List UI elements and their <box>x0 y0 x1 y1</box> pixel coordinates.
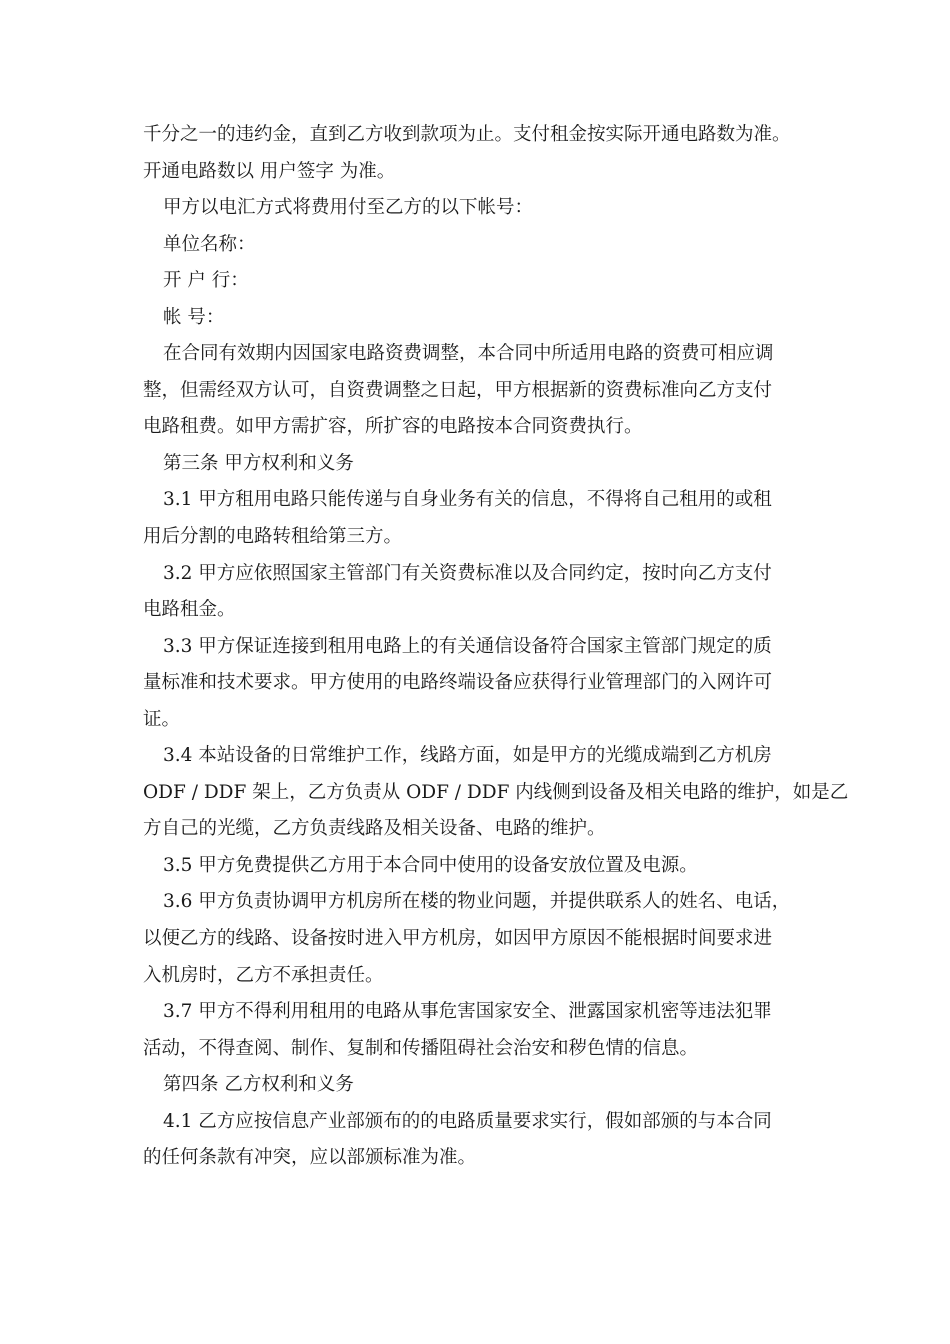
text-line: 活动，不得查阅、制作、复制和传播阻碍社会治安和秽色情的信息。 <box>143 1037 699 1059</box>
section-heading: 第三条 甲方权利和义务 <box>163 452 354 474</box>
text-line: 3.6 甲方负责协调甲方机房所在楼的物业问题，并提供联系人的姓名、电话， <box>163 891 791 913</box>
text-line: 证。 <box>143 708 181 730</box>
text-line: 3.4 本站设备的日常维护工作，线路方面，如是甲方的光缆成端到乙方机房 <box>163 745 772 767</box>
text-line: 甲方以电汇方式将费用付至乙方的以下帐号： <box>163 197 534 219</box>
text-line: 用后分割的电路转租给第三方。 <box>143 526 403 548</box>
text-line: 3.2 甲方应依照国家主管部门有关资费标准以及合同约定，按时向乙方支付 <box>163 562 772 584</box>
text-line: 方自己的光缆，乙方负责线路及相关设备、电路的维护。 <box>143 818 606 840</box>
text-line: ODF / DDF 架上，乙方负责从 ODF / DDF 内线侧到设备及相关电路的维护，如是乙 <box>143 781 849 803</box>
section-heading: 第四条 乙方权利和义务 <box>163 1074 354 1096</box>
text-line: 量标准和技术要求。甲方使用的电路终端设备应获得行业管理部门的入网许可 <box>143 672 773 694</box>
text-line: 在合同有效期内因国家电路资费调整，本合同中所适用电路的资费可相应调 <box>163 343 774 365</box>
text-line: 开 户 行： <box>163 270 249 292</box>
text-line: 单位名称： <box>163 233 256 255</box>
text-line: 电路租金。 <box>143 599 236 621</box>
text-line: 以便乙方的线路、设备按时进入甲方机房，如因甲方原因不能根据时间要求进 <box>143 928 773 950</box>
text-line: 的任何条款有冲突，应以部颁标准为准。 <box>143 1147 477 1169</box>
text-line: 3.1 甲方租用电路只能传递与自身业务有关的信息，不得将自己租用的或租 <box>163 489 772 511</box>
text-line: 帐 号： <box>163 306 225 328</box>
text-line: 3.7 甲方不得利用租用的电路从事危害国家安全、泄露国家机密等违法犯罪 <box>163 1001 772 1023</box>
text-line: 开通电路数以 用户签字 为准。 <box>143 160 396 182</box>
text-line: 千分之一的违约金，直到乙方收到款项为止。支付租金按实际开通电路数为准。 <box>143 124 791 145</box>
text-line: 3.5 甲方免费提供乙方用于本合同中使用的设备安放位置及电源。 <box>163 854 698 876</box>
text-line: 整，但需经双方认可，自资费调整之日起，甲方根据新的资费标准向乙方支付 <box>143 379 773 401</box>
text-line: 4.1 乙方应按信息产业部颁布的的电路质量要求实行，假如部颁的与本合同 <box>163 1110 772 1132</box>
text-line: 入机房时，乙方不承担责任。 <box>143 964 384 986</box>
text-line: 3.3 甲方保证连接到租用电路上的有关通信设备符合国家主管部门规定的质 <box>163 635 772 657</box>
document-body <box>143 117 849 1177</box>
text-line: 电路租费。如甲方需扩容，所扩容的电路按本合同资费执行。 <box>143 416 643 438</box>
